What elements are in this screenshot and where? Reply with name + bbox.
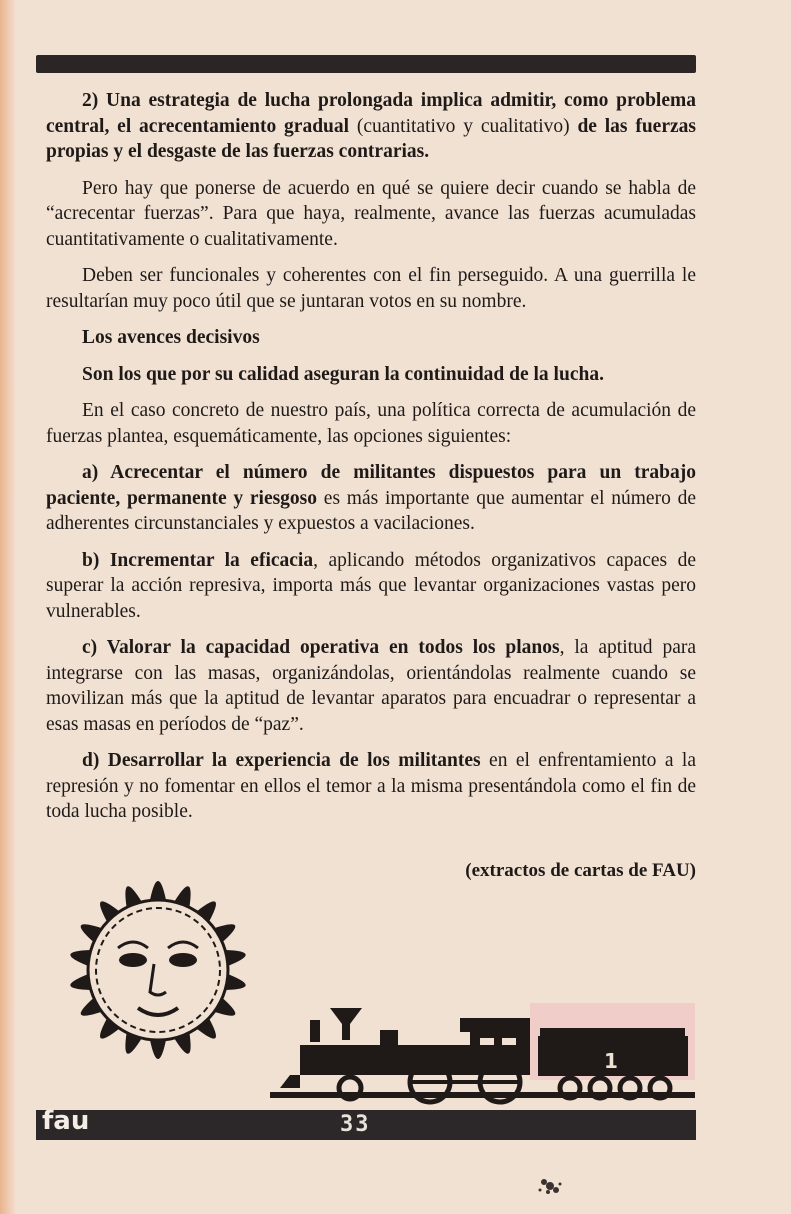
option-c — [46, 635, 696, 737]
article-body — [46, 88, 696, 836]
page-edge-shadow — [0, 0, 16, 1214]
svg-text:1: 1 — [604, 1049, 618, 1073]
top-rule-bar — [36, 55, 696, 73]
section-heading: Los avences decisivos — [82, 327, 260, 348]
sun-face-illustration — [40, 862, 275, 1077]
brand-logo: fau — [42, 1106, 90, 1136]
option-a — [46, 460, 696, 537]
option-d — [46, 748, 696, 825]
paragraph-4: En el caso concreto de nuestro país, una política correcta de acumulación de fuerzas plantea, esquemáticamente, las opciones siguientes: — [46, 400, 696, 447]
page-number: 33 — [340, 1112, 371, 1137]
option-b — [46, 548, 696, 625]
source-credit: (extractos de cartas de FAU) — [465, 860, 696, 881]
paragraph-1-bold-tail: de las fuerzas propias y el desgaste de las fuerzas contrarias. — [46, 115, 696, 162]
option-c-rest: , la aptitud para integrarse con las masas, organizándolas, orientándolas realmente cuando se movilizan más que la aptitud de levantar aparatos para encuadrar o representar a esas masas en períodos de “paz”. — [46, 637, 696, 735]
option-d-rest: en el enfrentamiento a la represión y no fomentar en ellos el temor a la misma presentándola como el fin de toda lucha posible. — [46, 750, 696, 822]
paragraph-1-bold-lead: 2) Una estrategia de lucha prolongada implica admitir, como problema central, el acrecentamiento gradual — [46, 90, 696, 137]
option-b-rest: , aplicando métodos organizativos capaces de superar la acción represiva, importa más que levantar organizaciones vastas pero vulnerables. — [46, 549, 696, 622]
paragraph-2: Pero hay que ponerse de acuerdo en qué se quiere decir cuando se habla de “acrecentar fuerzas”. Para que haya, realmente, avance las fuerzas acumuladas cuantitativamente o cualitativamente. — [46, 177, 696, 250]
option-c-lead: c) Valorar la capacidad operativa en todos los planos — [82, 637, 560, 658]
option-d-lead: d) Desarrollar la experiencia de los militantes — [82, 750, 481, 771]
paragraph-3: Deben ser funcionales y coherentes con el fin perseguido. A una guerrilla le resultarían muy poco útil que se juntaran votos en su nombre. — [46, 265, 696, 312]
option-a-rest: es más importante que aumentar el número de adherentes circunstanciales y expuestos a vacilaciones. — [46, 487, 696, 534]
ink-smudge-mark — [530, 1170, 570, 1200]
paragraph-1 — [46, 88, 696, 165]
section-subheading: Son los que por su calidad aseguran la continuidad de la lucha. — [82, 363, 604, 385]
option-b-lead: b) Incrementar la eficacia — [82, 549, 314, 571]
paragraph-1-mid: (cuantitativo y cualitativo) — [349, 115, 578, 137]
steam-locomotive-illustration — [270, 1000, 695, 1110]
option-a-lead: a) Acrecentar el número de militantes dispuestos para un trabajo paciente, permanente y riesgoso — [46, 462, 696, 509]
